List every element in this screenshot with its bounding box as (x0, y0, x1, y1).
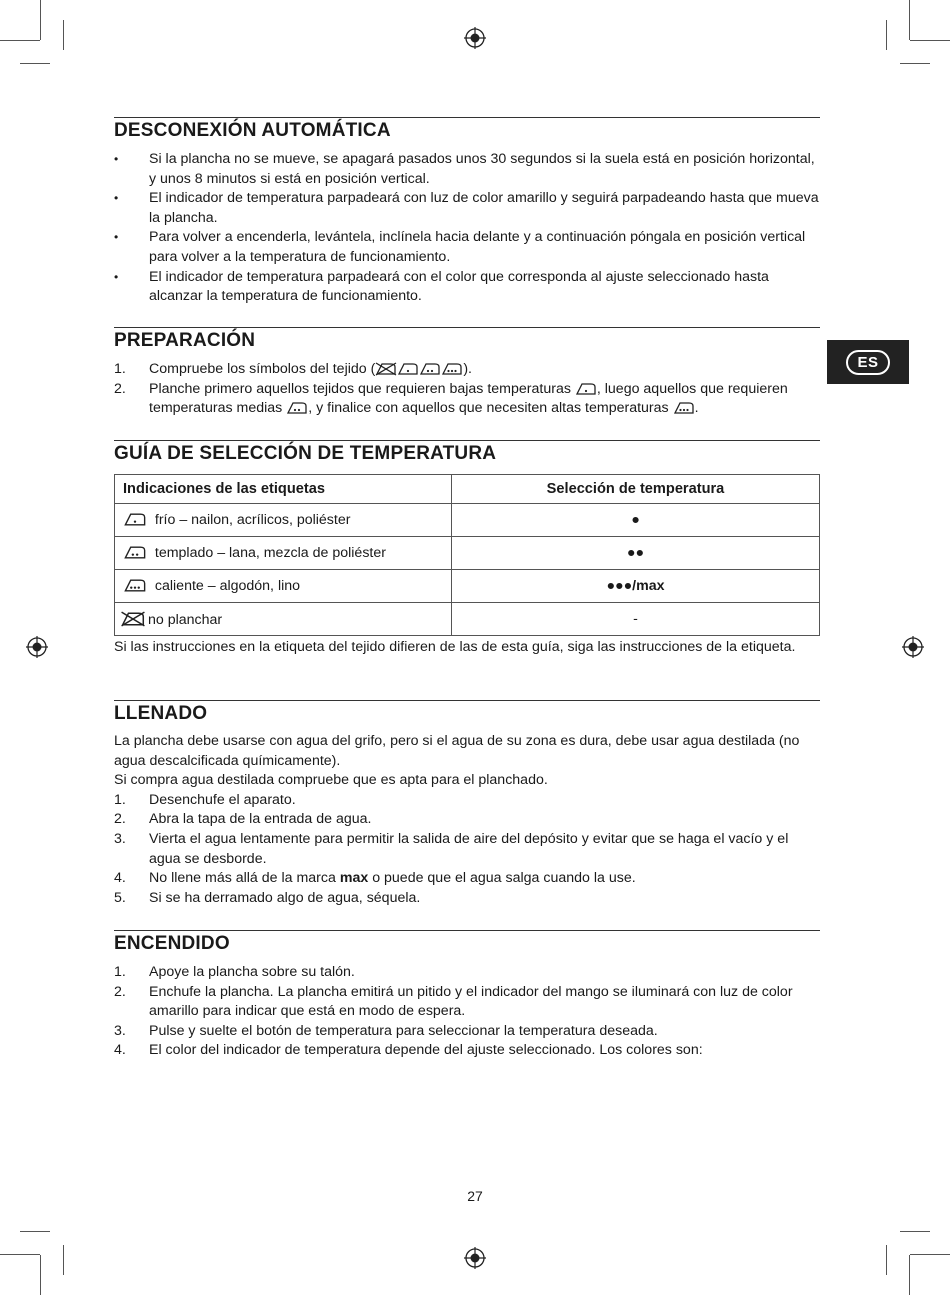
language-label: ES (846, 350, 889, 375)
iron-three-dots-icon (123, 578, 147, 593)
list-number: 2. (114, 811, 126, 828)
list-item-text: El color del indicador de temperatura depende del ajuste seleccionado. Los colores son: (149, 1042, 703, 1059)
list-number: 4. (114, 1042, 126, 1059)
preparation-list (114, 360, 820, 419)
crop-mark (910, 1254, 950, 1255)
list-item-text: o puede que el agua salga cuando la use. (368, 870, 636, 887)
crop-mark (20, 1231, 50, 1232)
list-item-text: No llene más allá de la marca (149, 870, 340, 887)
list-item-text: ). (463, 361, 472, 377)
crop-mark (40, 0, 41, 40)
list-item (114, 360, 820, 380)
list-item-text: Vierta el agua lentamente para permitir la salida de aire del depósito y evitar que se haga el vacío y el agua se desborde. (149, 830, 789, 867)
table-row (115, 570, 820, 603)
list-number: 5. (114, 889, 126, 906)
filling-intro: Si compra agua destilada compruebe que es apta para el planchado. (114, 772, 548, 789)
crop-mark (909, 0, 910, 40)
list-item (114, 963, 820, 983)
registration-mark-icon (464, 27, 486, 49)
list-item-text: El indicador de temperatura parpadeará con el color que corresponda al ajuste seleccionado hasta alcanzar la temperatura de funcionamiento. (149, 268, 769, 305)
crop-mark (20, 63, 50, 64)
list-item (114, 889, 820, 909)
list-number: 4. (114, 870, 126, 887)
table-row (115, 504, 820, 537)
list-item-text: Planche primero aquellos tejidos que requieren bajas temperaturas (149, 380, 575, 397)
table-cell: ●● (452, 537, 820, 570)
table-row (115, 537, 820, 570)
list-item-text: , luego aquellos que requieren temperaturas medias (149, 380, 788, 417)
row-label: templado – lana, mezcla de poliéster (154, 545, 386, 561)
crop-mark (910, 40, 950, 41)
list-item-text: Abra la tapa de la entrada de agua. (149, 811, 372, 828)
list-item: • El indicador de temperatura parpadeará con luz de color amarillo y seguirá parpadeando hasta que mueva la plancha. (114, 190, 819, 226)
list-number: 1. (114, 791, 126, 808)
list-number: 3. (114, 1022, 126, 1039)
row-label: no planchar (148, 611, 223, 628)
filling-list (114, 791, 820, 909)
column-header: Indicaciones de las etiquetas (115, 475, 452, 504)
list-item (114, 869, 820, 889)
list-item (114, 830, 820, 869)
list-item: • Para volver a encenderla, levántela, inclínela hacia delante y a continuación póngala en posición vertical para volver a la temperatura de funcionamiento. (114, 229, 806, 265)
iron-three-dots-icon (673, 401, 695, 415)
list-item: • El indicador de temperatura parpadeará con el color que corresponda al ajuste seleccionado hasta alcanzar la temperatura de funcionamiento. (114, 268, 769, 305)
list-item-text: Compruebe los símbolos del tejido ( (149, 361, 376, 377)
crop-mark (0, 40, 40, 41)
column-header: Selección de temperatura (452, 475, 820, 504)
table-cell (115, 537, 452, 570)
registration-mark-icon (902, 636, 924, 658)
list-number: 1. (114, 361, 126, 377)
list-number: 2. (114, 380, 126, 397)
table-cell: - (452, 603, 820, 636)
table-cell (115, 504, 452, 537)
language-badge (827, 340, 909, 384)
row-label: caliente – algodón, lino (154, 578, 301, 594)
iron-one-dot-icon (397, 362, 419, 376)
section-power-on (114, 930, 820, 1061)
list-item-text: El indicador de temperatura parpadeará con luz de color amarillo y seguirá parpadeando hasta que mueva la plancha. (149, 190, 819, 226)
list-number: 1. (114, 964, 126, 980)
crop-mark (909, 1255, 910, 1295)
section-filling (114, 700, 820, 908)
section-title: DESCONEXIÓN AUTOMÁTICA (114, 117, 820, 142)
section-title: LLENADO (114, 700, 820, 725)
registration-mark-icon (26, 636, 48, 658)
list-item-text: Pulse y suelte el botón de temperatura para seleccionar la temperatura deseada. (149, 1022, 658, 1039)
crop-mark (900, 1231, 930, 1232)
filling-intro: La plancha debe usarse con agua del grifo, pero si el agua de su zona es dura, debe usar agua destilada (no agua descalcificada químicamente). (114, 733, 800, 769)
section-title: GUÍA DE SELECCIÓN DE TEMPERATURA (114, 440, 820, 465)
crop-mark (900, 63, 930, 64)
crop-mark (886, 1245, 887, 1275)
temperature-table (114, 474, 820, 636)
list-item-text: , y finalice con aquellos que necesiten altas temperaturas (308, 400, 673, 417)
section-preparation (114, 327, 820, 419)
list-item (114, 810, 820, 830)
auto-off-list (114, 150, 820, 307)
iron-two-dots-icon (123, 545, 147, 560)
list-number: 3. (114, 830, 126, 847)
power-on-list (114, 963, 820, 1061)
crop-mark (40, 1255, 41, 1295)
page-number: 27 (467, 1188, 483, 1204)
table-header-row (115, 475, 820, 504)
row-label: frío – nailon, acrílicos, poliéster (154, 512, 351, 528)
list-item (114, 791, 820, 811)
table-cell: ●●●/max (452, 570, 820, 603)
registration-mark-icon (464, 1247, 486, 1269)
section-title: PREPARACIÓN (114, 327, 820, 352)
crop-mark (886, 20, 887, 50)
list-item (114, 380, 820, 419)
crop-mark (63, 1245, 64, 1275)
table-note: Si las instrucciones en la etiqueta del tejido difieren de las de esta guía, siga las instrucciones de la etiqueta. (114, 639, 796, 655)
list-item (114, 1022, 820, 1042)
iron-three-dots-icon (441, 362, 463, 376)
list-item-text: . (694, 400, 699, 417)
iron-one-dot-icon (575, 382, 597, 396)
iron-crossed-icon (118, 611, 148, 627)
section-title: ENCENDIDO (114, 930, 820, 955)
list-number: 2. (114, 983, 126, 1000)
list-item-text: Apoye la plancha sobre su talón. (149, 964, 355, 980)
section-temp-guide (114, 440, 820, 658)
list-item-text: Para volver a encenderla, levántela, inclínela hacia delante y a continuación póngala en posición vertical para volver a la temperatura de funcionamiento. (149, 229, 806, 265)
iron-one-dot-icon (123, 512, 147, 527)
crop-mark (0, 1254, 40, 1255)
section-auto-off (114, 117, 820, 307)
list-item-text: Enchufe la plancha. La plancha emitirá un pitido y el indicador del mango se iluminará con luz de color amarillo para indicar que está en modo de espera. (149, 983, 793, 1020)
list-item-text: Si se ha derramado algo de agua, séquela. (149, 889, 421, 906)
max-mark-label: max (339, 870, 369, 887)
iron-two-dots-icon (286, 401, 308, 415)
table-row (115, 603, 820, 636)
table-cell: ● (452, 504, 820, 537)
iron-crossed-icon (375, 362, 397, 376)
iron-two-dots-icon (419, 362, 441, 376)
table-cell (115, 570, 452, 603)
list-item-text: Si la plancha no se mueve, se apagará pasados unos 30 segundos si la suela está en posición horizontal, y unos 8 minutos si está en posición vertical. (149, 151, 815, 187)
list-item (114, 983, 820, 1022)
list-item: • Si la plancha no se mueve, se apagará pasados unos 30 segundos si la suela está en posición horizontal, y unos 8 minutos si está en posición vertical. (114, 151, 815, 187)
table-cell (115, 603, 452, 636)
list-item-text: Desenchufe el aparato. (149, 791, 296, 808)
list-item (114, 1041, 820, 1061)
crop-mark (63, 20, 64, 50)
